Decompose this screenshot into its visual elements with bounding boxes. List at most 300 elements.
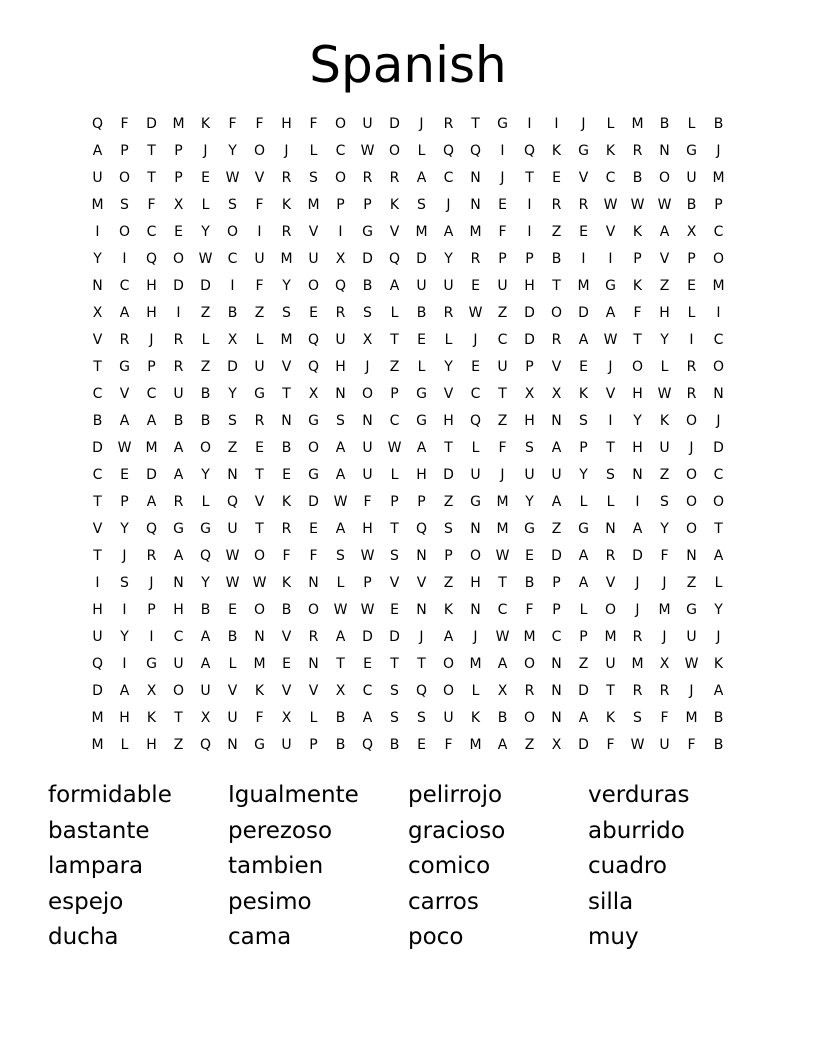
grid-letter: F [660, 710, 669, 726]
grid-letter: U [686, 170, 697, 186]
grid-letter: Y [579, 467, 588, 483]
grid-letter: J [365, 359, 370, 375]
grid-letter: J [419, 629, 424, 645]
grid-letter: S [228, 197, 237, 213]
grid-letter: R [281, 170, 292, 186]
grid-letter: V [281, 683, 292, 699]
grid-letter: G [605, 278, 616, 294]
grid-letter: R [551, 197, 562, 213]
grid-letter: K [551, 143, 562, 159]
grid-letter: Z [443, 494, 454, 510]
grid-letter: P [147, 602, 156, 618]
grid-letter: F [228, 116, 237, 132]
grid-letter: I [500, 143, 505, 159]
grid-letter: C [119, 278, 130, 294]
grid-letter: L [390, 467, 399, 483]
grid-letter: D [578, 305, 589, 321]
grid-letter: J [473, 332, 478, 348]
grid-letter: I [608, 251, 613, 267]
grid-letter: K [200, 116, 211, 132]
grid-letter: E [579, 224, 588, 240]
grid-letter: X [146, 683, 157, 699]
grid-letter: M [631, 116, 644, 132]
grid-letter: B [362, 278, 373, 294]
grid-letter: F [255, 710, 264, 726]
grid-letter: G [416, 386, 427, 402]
grid-letter: A [578, 548, 589, 564]
grid-letter: S [390, 683, 399, 699]
grid-letter: T [417, 656, 426, 672]
grid-letter: O [712, 251, 725, 267]
grid-letter: J [608, 359, 613, 375]
grid-letter: N [227, 737, 238, 753]
grid-letter: L [444, 332, 453, 348]
grid-letter: R [389, 170, 400, 186]
grid-letter: O [253, 143, 266, 159]
grid-letter: O [631, 359, 644, 375]
grid-letter: R [443, 305, 454, 321]
grid-letter: M [496, 521, 509, 537]
grid-letter: N [551, 710, 562, 726]
grid-letter: B [200, 386, 211, 402]
grid-letter: Z [227, 440, 238, 456]
grid-letter: T [471, 116, 480, 132]
grid-letter: P [552, 602, 561, 618]
grid-letter: Q [523, 143, 536, 159]
grid-letter: L [687, 305, 696, 321]
grid-letter: R [551, 332, 562, 348]
word-list-item: silla [588, 888, 634, 915]
grid-letter: A [335, 467, 346, 483]
grid-letter: F [309, 116, 318, 132]
grid-letter: A [416, 170, 427, 186]
grid-letter: N [308, 656, 319, 672]
grid-letter: R [281, 521, 292, 537]
grid-letter: F [363, 494, 372, 510]
grid-letter: Y [93, 251, 102, 267]
grid-letter: O [253, 602, 266, 618]
grid-letter: D [227, 359, 238, 375]
grid-letter: B [200, 413, 211, 429]
grid-letter: D [524, 332, 535, 348]
grid-letter: S [525, 440, 534, 456]
grid-letter: I [608, 413, 613, 429]
grid-letter: U [551, 467, 562, 483]
grid-letter: R [173, 359, 184, 375]
grid-letter: N [470, 170, 481, 186]
grid-letter: E [174, 224, 183, 240]
grid-row [84, 192, 732, 219]
grid-letter: A [497, 737, 508, 753]
grid-letter: S [363, 305, 372, 321]
grid-letter: X [524, 386, 535, 402]
grid-letter: U [362, 116, 373, 132]
grid-letter: O [523, 710, 536, 726]
grid-letter: Q [388, 251, 401, 267]
grid-letter: F [444, 737, 453, 753]
grid-letter: R [632, 143, 643, 159]
grid-letter: N [362, 413, 373, 429]
grid-letter: T [714, 521, 723, 537]
grid-letter: E [255, 440, 264, 456]
grid-letter: J [716, 413, 721, 429]
grid-letter: R [173, 494, 184, 510]
grid-letter: J [473, 629, 478, 645]
grid-letter: F [498, 440, 507, 456]
grid-letter: E [471, 278, 480, 294]
grid-letter: B [281, 602, 292, 618]
grid-letter: L [579, 602, 588, 618]
grid-letter: V [605, 386, 616, 402]
grid-letter: U [362, 440, 373, 456]
grid-letter: C [713, 224, 724, 240]
grid-letter: A [92, 143, 103, 159]
grid-letter: C [173, 629, 184, 645]
grid-letter: L [201, 197, 210, 213]
grid-letter: A [173, 467, 184, 483]
word-list-item: carros [408, 888, 479, 915]
grid-letter: H [632, 386, 643, 402]
word-list-item: cuadro [588, 853, 667, 879]
grid-letter: X [308, 386, 319, 402]
grid-letter: W [657, 386, 672, 402]
grid-letter: Y [201, 224, 210, 240]
grid-letter: M [280, 332, 293, 348]
grid-letter: W [360, 602, 375, 618]
grid-letter: A [551, 440, 562, 456]
grid-letter: P [390, 494, 399, 510]
grid-letter: C [713, 332, 724, 348]
grid-letter: A [146, 413, 157, 429]
grid-letter: C [497, 332, 508, 348]
grid-letter: C [443, 170, 454, 186]
grid-letter: I [230, 278, 235, 294]
grid-letter: S [579, 413, 588, 429]
grid-letter: H [146, 278, 157, 294]
grid-letter: Y [201, 467, 210, 483]
grid-letter: D [389, 116, 400, 132]
grid-letter: I [554, 116, 559, 132]
grid-letter: J [716, 629, 721, 645]
grid-letter: T [93, 494, 102, 510]
word-list-item: comico [408, 853, 491, 879]
grid-letter: K [281, 575, 292, 591]
grid-letter: A [335, 629, 346, 645]
grid-letter: A [119, 683, 130, 699]
word-list-item: tambien [228, 853, 324, 879]
grid-letter: T [174, 710, 183, 726]
grid-letter: J [689, 440, 694, 456]
word-list-item: cama [228, 924, 292, 950]
grid-letter: N [254, 629, 265, 645]
grid-letter: A [443, 629, 454, 645]
grid-letter: B [227, 305, 238, 321]
grid-letter: G [524, 521, 535, 537]
grid-letter: V [605, 224, 616, 240]
word-list-item: ducha [48, 924, 119, 950]
grid-letter: U [497, 359, 508, 375]
grid-letter: I [527, 197, 532, 213]
word-list-item: formidable [48, 782, 172, 808]
grid-letter: S [120, 575, 129, 591]
grid-letter: Z [173, 737, 184, 753]
grid-letter: R [470, 251, 481, 267]
grid-letter: H [659, 305, 670, 321]
grid-letter: U [254, 251, 265, 267]
grid-row [84, 624, 732, 651]
grid-letter: B [659, 116, 670, 132]
grid-letter: X [227, 332, 238, 348]
grid-letter: I [122, 656, 127, 672]
grid-letter: U [470, 467, 481, 483]
grid-letter: D [200, 278, 211, 294]
grid-letter: Z [659, 278, 670, 294]
grid-letter: C [389, 413, 400, 429]
grid-letter: F [147, 197, 156, 213]
grid-letter: K [389, 197, 400, 213]
grid-letter: J [149, 332, 154, 348]
grid-letter: I [95, 575, 100, 591]
grid-row [84, 705, 732, 732]
grid-letter: U [416, 278, 427, 294]
grid-row [84, 570, 732, 597]
grid-letter: N [632, 467, 643, 483]
grid-letter: P [714, 197, 723, 213]
grid-letter: F [255, 278, 264, 294]
grid-letter: L [201, 332, 210, 348]
grid-letter: I [635, 494, 640, 510]
grid-letter: P [363, 197, 372, 213]
word-list-item: espejo [48, 888, 124, 915]
grid-letter: U [659, 737, 670, 753]
grid-letter: N [686, 548, 697, 564]
grid-letter: D [146, 116, 157, 132]
grid-letter: K [713, 656, 724, 672]
grid-letter: F [633, 305, 642, 321]
grid-letter: P [444, 548, 453, 564]
grid-letter: L [660, 359, 669, 375]
grid-row [84, 678, 732, 705]
grid-letter: R [632, 683, 643, 699]
grid-letter: D [308, 494, 319, 510]
grid-letter: K [443, 602, 454, 618]
grid-letter: N [335, 386, 346, 402]
grid-letter: D [551, 548, 562, 564]
grid-letter: B [713, 710, 724, 726]
grid-letter: A [659, 224, 670, 240]
grid-letter: V [416, 575, 427, 591]
grid-letter: R [308, 629, 319, 645]
grid-letter: I [122, 602, 127, 618]
grid-letter: Y [525, 494, 534, 510]
grid-letter: F [498, 224, 507, 240]
grid-letter: Q [415, 521, 428, 537]
grid-letter: Y [201, 575, 210, 591]
grid-letter: O [307, 278, 320, 294]
grid-letter: Z [551, 224, 562, 240]
grid-letter: T [606, 683, 615, 699]
grid-letter: J [581, 116, 586, 132]
grid-letter: T [390, 332, 399, 348]
word-list-item: Igualmente [228, 782, 359, 808]
grid-letter: T [552, 278, 561, 294]
grid-letter: X [92, 305, 103, 321]
grid-letter: G [686, 602, 697, 618]
grid-letter: J [635, 602, 640, 618]
grid-letter: W [360, 548, 375, 564]
grid-letter: X [551, 386, 562, 402]
grid-row [84, 516, 732, 543]
grid-letter: G [254, 386, 265, 402]
grid-letter: L [255, 332, 264, 348]
grid-letter: Q [307, 332, 320, 348]
grid-letter: B [497, 710, 508, 726]
grid-letter: A [119, 305, 130, 321]
grid-letter: Q [334, 278, 347, 294]
grid-letter: C [497, 602, 508, 618]
grid-letter: V [659, 251, 670, 267]
grid-letter: A [497, 656, 508, 672]
grid-letter: C [146, 224, 157, 240]
grid-letter: J [716, 143, 721, 159]
grid-letter: E [309, 305, 318, 321]
grid-letter: X [335, 683, 346, 699]
grid-letter: M [496, 494, 509, 510]
grid-letter: M [658, 602, 671, 618]
grid-letter: Y [633, 413, 642, 429]
grid-letter: O [685, 521, 698, 537]
grid-letter: P [579, 440, 588, 456]
grid-letter: Z [686, 575, 697, 591]
grid-letter: K [281, 197, 292, 213]
grid-letter: Z [497, 305, 508, 321]
grid-letter: S [417, 710, 426, 726]
grid-letter: L [390, 305, 399, 321]
grid-letter: S [444, 521, 453, 537]
grid-letter: K [632, 224, 643, 240]
grid-letter: U [497, 278, 508, 294]
grid-letter: A [200, 656, 211, 672]
grid-letter: F [660, 548, 669, 564]
letter-grid [84, 111, 732, 759]
grid-letter: V [254, 170, 265, 186]
grid-row [84, 327, 732, 354]
grid-letter: S [309, 170, 318, 186]
grid-letter: T [282, 386, 291, 402]
grid-letter: K [470, 710, 481, 726]
grid-letter: Y [228, 386, 237, 402]
word-list-item: poco [408, 924, 464, 950]
grid-letter: O [361, 386, 374, 402]
grid-letter: Z [524, 737, 535, 753]
grid-letter: E [120, 467, 129, 483]
grid-letter: N [470, 602, 481, 618]
grid-letter: K [632, 278, 643, 294]
grid-letter: Y [120, 521, 129, 537]
grid-letter: L [336, 575, 345, 591]
grid-letter: L [120, 737, 129, 753]
grid-letter: R [254, 413, 265, 429]
grid-letter: O [388, 143, 401, 159]
grid-letter: E [417, 737, 426, 753]
grid-letter: M [604, 629, 617, 645]
grid-letter: G [254, 737, 265, 753]
grid-letter: L [228, 656, 237, 672]
grid-letter: G [578, 521, 589, 537]
grid-letter: V [605, 575, 616, 591]
grid-letter: V [578, 170, 589, 186]
grid-letter: F [255, 197, 264, 213]
grid-letter: W [603, 332, 618, 348]
grid-letter: N [470, 521, 481, 537]
grid-letter: H [146, 305, 157, 321]
grid-letter: P [498, 251, 507, 267]
grid-letter: Q [361, 737, 374, 753]
grid-letter: C [470, 386, 481, 402]
grid-letter: E [498, 197, 507, 213]
grid-letter: W [225, 170, 240, 186]
grid-letter: N [713, 386, 724, 402]
grid-letter: K [578, 386, 589, 402]
grid-letter: R [173, 332, 184, 348]
grid-letter: X [335, 251, 346, 267]
grid-letter: M [469, 737, 482, 753]
grid-letter: D [713, 440, 724, 456]
grid-letter: Q [307, 359, 320, 375]
grid-letter: B [335, 737, 346, 753]
grid-letter: U [686, 629, 697, 645]
grid-letter: C [362, 683, 373, 699]
grid-letter: O [226, 224, 239, 240]
grid-letter: L [606, 116, 615, 132]
grid-letter: J [122, 548, 127, 564]
grid-letter: L [714, 575, 723, 591]
grid-letter: Y [228, 143, 237, 159]
grid-letter: A [632, 521, 643, 537]
grid-letter: R [578, 197, 589, 213]
grid-letter: U [335, 332, 346, 348]
grid-letter: W [468, 305, 483, 321]
grid-letter: K [254, 683, 265, 699]
grid-letter: Y [444, 359, 453, 375]
grid-letter: I [122, 251, 127, 267]
grid-letter: O [307, 602, 320, 618]
grid-letter: Y [660, 332, 669, 348]
grid-letter: H [92, 602, 103, 618]
grid-letter: U [443, 710, 454, 726]
grid-letter: Z [200, 359, 211, 375]
grid-letter: O [199, 440, 212, 456]
grid-letter: V [308, 683, 319, 699]
grid-letter: N [308, 575, 319, 591]
grid-letter: D [389, 629, 400, 645]
grid-letter: A [119, 413, 130, 429]
grid-letter: V [389, 575, 400, 591]
grid-letter: P [363, 575, 372, 591]
grid-letter: V [92, 521, 103, 537]
grid-letter: X [659, 656, 670, 672]
grid-letter: N [551, 656, 562, 672]
grid-letter: W [495, 548, 510, 564]
grid-letter: Y [714, 602, 723, 618]
grid-letter: K [146, 710, 157, 726]
grid-letter: O [685, 494, 698, 510]
grid-letter: T [255, 467, 264, 483]
grid-letter: A [578, 710, 589, 726]
grid-letter: H [281, 116, 292, 132]
grid-letter: F [120, 116, 129, 132]
grid-letter: D [92, 440, 103, 456]
